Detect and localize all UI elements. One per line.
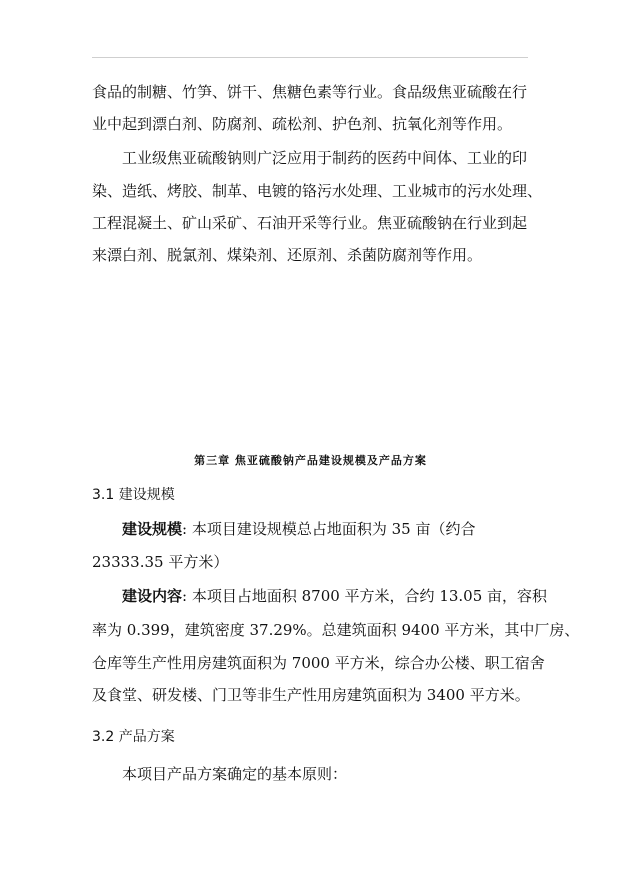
content-line-1 xyxy=(122,586,547,606)
content-line-3: 仓库等生产性用房建筑面积为 7000 平方米，综合办公楼、职工宿舍 xyxy=(92,654,545,672)
scale-text: : 本项目建设规模总占地面积为 35 亩（约合 xyxy=(182,520,476,538)
header-rule xyxy=(92,57,528,58)
paragraph-1-line-1: 食品的制糖、竹笋、饼干、焦糖色素等行业。食品级焦亚硫酸在行 xyxy=(92,83,528,101)
scale-label: 建设规模 xyxy=(122,520,183,538)
paragraph-2-line-4: 来漂白剂、脱氯剂、煤染剂、还原剂、杀菌防腐剂等作用。 xyxy=(92,246,483,264)
paragraph-2-line-3: 工程混凝土、矿山采矿、石油开采等行业。焦亚硫酸钠在行业到起 xyxy=(92,214,528,232)
scale-line-1 xyxy=(122,519,475,539)
product-principle-line: 本项目产品方案确定的基本原则： xyxy=(122,765,348,783)
content-line-4: 及食堂、研发楼、门卫等非生产性用房建筑面积为 3400 平方米。 xyxy=(92,686,530,704)
content-text: : 本项目占地面积 8700 平方米，合约 13.05 亩，容积 xyxy=(182,587,548,605)
chapter-title: 第三章 焦亚硫酸钠产品建设规模及产品方案 xyxy=(194,454,427,467)
paragraph-1-line-2: 业中起到漂白剂、防腐剂、疏松剂、护色剂、抗氧化剂等作用。 xyxy=(92,115,513,133)
content-line-2: 率为 0.399，建筑密度 37.29%。总建筑面积 9400 平方米，其中厂房、 xyxy=(92,621,580,639)
section-heading-3-1: 3.1 建设规模 xyxy=(92,487,175,503)
paragraph-2-line-1: 工业级焦亚硫酸钠则广泛应用于制药的医药中间体、工业的印 xyxy=(122,149,528,167)
section-heading-3-2: 3.2 产品方案 xyxy=(92,729,175,745)
scale-line-2: 23333.35 平方米） xyxy=(92,553,229,571)
paragraph-2-line-2: 染、造纸、烤胶、制革、电镀的铬污水处理、工业城市的污水处理、 xyxy=(92,182,543,200)
content-label: 建设内容 xyxy=(122,587,183,605)
